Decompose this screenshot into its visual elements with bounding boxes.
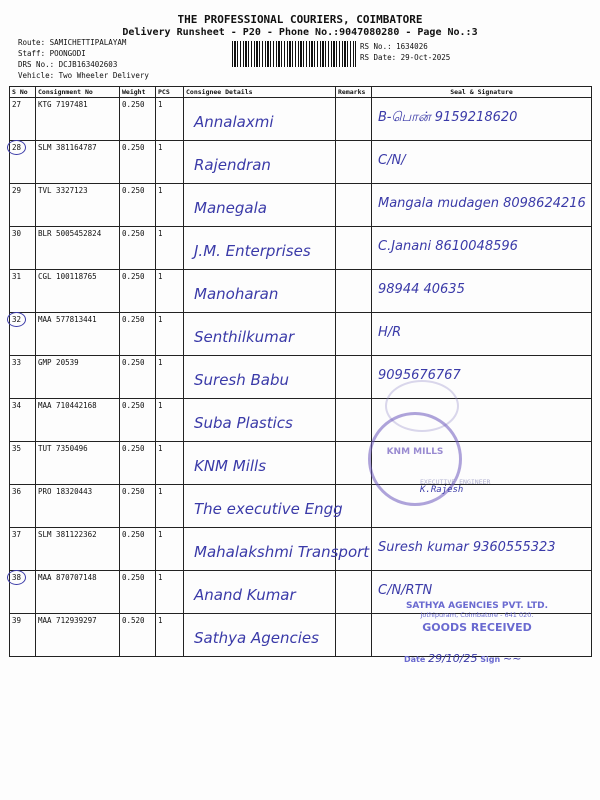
serial-number-value: 37 <box>12 530 22 539</box>
signature-text: C/N/ <box>378 153 406 168</box>
remarks-cell <box>336 571 372 614</box>
serial-number-cell <box>10 313 36 356</box>
consignee-details-cell <box>184 227 336 270</box>
pieces-value: 1 <box>158 100 163 109</box>
weight-value: 0.250 <box>122 530 145 539</box>
consignment-number-value: MAA 577813441 <box>38 315 97 324</box>
serial-number-value: 35 <box>12 444 22 453</box>
consignee-name: Mahalakshmi Transport <box>194 543 370 561</box>
signature-text: Suresh kumar 9360555323 <box>378 540 556 555</box>
pieces-value: 1 <box>158 616 163 625</box>
serial-number-cell <box>10 184 36 227</box>
seal-signature-cell <box>372 98 592 141</box>
remarks-cell <box>336 313 372 356</box>
pieces-value: 1 <box>158 530 163 539</box>
table-row <box>10 184 592 227</box>
table-row <box>10 442 592 485</box>
consignment-number-cell <box>36 399 120 442</box>
consignment-number-cell <box>36 270 120 313</box>
consignee-name: Rajendran <box>194 156 271 174</box>
consignment-number-value: CGL 100118765 <box>38 272 97 281</box>
consignee-details-cell <box>184 184 336 227</box>
consignment-number-cell <box>36 227 120 270</box>
table-row <box>10 141 592 184</box>
consignment-number-cell <box>36 356 120 399</box>
serial-number-value: 38 <box>12 573 22 582</box>
table-row <box>10 485 592 528</box>
consignment-number-cell <box>36 485 120 528</box>
consignee-name: Suba Plastics <box>194 414 293 432</box>
weight-value: 0.250 <box>122 401 145 410</box>
consignment-number-value: TUT 7350496 <box>38 444 88 453</box>
consignment-number-cell <box>36 141 120 184</box>
pieces-value: 1 <box>158 487 163 496</box>
consignee-name: Anand Kumar <box>194 586 296 604</box>
signature-text: C.Janani 8610048596 <box>378 239 518 254</box>
serial-number-cell <box>10 485 36 528</box>
consignee-details-cell <box>184 313 336 356</box>
remarks-cell <box>336 442 372 485</box>
serial-number-value: 30 <box>12 229 22 238</box>
consignment-number-value: MAA 710442168 <box>38 401 97 410</box>
pieces-value: 1 <box>158 401 163 410</box>
circle-mark <box>7 570 26 585</box>
pieces-cell <box>156 528 184 571</box>
consignee-details-cell <box>184 528 370 571</box>
consignment-number-cell <box>36 313 120 356</box>
consignment-number-cell <box>36 98 120 141</box>
weight-cell <box>120 356 156 399</box>
consignment-number-value: PRO 18320443 <box>38 487 93 496</box>
serial-number-cell <box>10 270 36 313</box>
consignment-number-value: MAA 870707148 <box>38 573 97 582</box>
pieces-value: 1 <box>158 573 163 582</box>
serial-number-value: 28 <box>12 143 22 152</box>
serial-number-cell <box>10 571 36 614</box>
weight-value: 0.250 <box>122 444 145 453</box>
pieces-cell <box>156 442 184 485</box>
seal-signature-cell <box>372 528 592 571</box>
consignment-number-value: KTG 7197481 <box>38 100 88 109</box>
consignment-number-value: GMP 20539 <box>38 358 79 367</box>
serial-number-value: 27 <box>12 100 22 109</box>
runsheet-subtitle: Delivery Runsheet - P20 - Phone No.:9047080280 - Page No.:3 <box>122 27 478 38</box>
weight-cell <box>120 442 156 485</box>
serial-number-cell <box>10 98 36 141</box>
weight-value: 0.250 <box>122 143 145 152</box>
weight-value: 0.250 <box>122 573 145 582</box>
column-header: Consignee Details <box>184 87 336 98</box>
weight-value: 0.250 <box>122 315 145 324</box>
weight-cell <box>120 141 156 184</box>
consignee-details-cell <box>184 571 336 614</box>
barcode <box>232 41 356 67</box>
serial-number-value: 32 <box>12 315 22 324</box>
table-row <box>10 356 592 399</box>
consignee-details-cell <box>184 270 336 313</box>
consignee-details-cell <box>184 356 336 399</box>
table-row <box>10 98 592 141</box>
consignee-details-cell <box>184 98 336 141</box>
executive-engineer-stamp: EXECUTIVE ENGINEER K.Rajesh <box>420 478 491 495</box>
consignee-name: Manegala <box>194 199 267 217</box>
remarks-cell <box>336 227 372 270</box>
serial-number-cell <box>10 356 36 399</box>
pieces-cell <box>156 227 184 270</box>
signature-text: 9095676767 <box>378 368 461 383</box>
knm-round-stamp: KNM MILLS <box>368 412 462 506</box>
signature-text: C/N/RTN <box>378 583 433 598</box>
consignee-details-cell <box>184 399 336 442</box>
consignment-number-cell <box>36 614 120 657</box>
signature-text: B-பொன் 9159218620 <box>378 110 518 125</box>
pieces-value: 1 <box>158 143 163 152</box>
table-header-row <box>10 87 592 98</box>
consignee-name: Manoharan <box>194 285 279 303</box>
remarks-cell <box>336 184 372 227</box>
weight-cell <box>120 399 156 442</box>
column-header: Seal & Signature <box>372 87 592 98</box>
table-row <box>10 528 592 571</box>
signature-text: 98944 40635 <box>378 282 465 297</box>
consignee-name: Sathya Agencies <box>194 629 319 647</box>
consignee-details-cell <box>184 141 336 184</box>
seal-signature-cell <box>372 227 592 270</box>
table-row <box>10 313 592 356</box>
weight-cell <box>120 528 156 571</box>
pieces-cell <box>156 98 184 141</box>
route-line: Route: SAMICHETTIPALAYAM <box>18 38 127 47</box>
goods-received-stamp: SATHYA AGENCIES PVT. LTD. Jothipuram, Coimbatore - 641 020. GOODS RECEIVED <box>405 601 549 634</box>
serial-number-cell <box>10 614 36 657</box>
pieces-cell <box>156 356 184 399</box>
pieces-cell <box>156 571 184 614</box>
serial-number-cell <box>10 141 36 184</box>
consignee-name: Suresh Babu <box>194 371 290 389</box>
remarks-cell <box>336 356 372 399</box>
weight-cell <box>120 614 156 657</box>
pieces-cell <box>156 270 184 313</box>
consignment-number-value: SLM 381164787 <box>38 143 97 152</box>
serial-number-cell <box>10 442 36 485</box>
consignee-details-cell <box>184 442 336 485</box>
weight-value: 0.250 <box>122 229 145 238</box>
rs-date: RS Date: 29-Oct-2025 <box>360 53 451 62</box>
remarks-cell <box>336 270 372 313</box>
remarks-cell <box>336 399 372 442</box>
pieces-value: 1 <box>158 229 163 238</box>
weight-cell <box>120 571 156 614</box>
pieces-value: 1 <box>158 315 163 324</box>
seal-signature-cell <box>372 141 592 184</box>
consignment-number-value: TVL 3327123 <box>38 186 88 195</box>
pieces-value: 1 <box>158 272 163 281</box>
consignee-details-cell <box>184 614 336 657</box>
consignment-number-value: SLM 381122362 <box>38 530 97 539</box>
consignee-name: KNM Mills <box>194 457 267 475</box>
rs-number: RS No.: 1634026 <box>360 42 428 51</box>
pieces-value: 1 <box>158 186 163 195</box>
consignee-name: Annalaxmi <box>194 113 274 131</box>
weight-value: 0.250 <box>122 100 145 109</box>
signature-text: H/R <box>378 325 402 340</box>
table-row <box>10 227 592 270</box>
pieces-cell <box>156 614 184 657</box>
consignment-number-cell <box>36 184 120 227</box>
consignee-name: Senthilkumar <box>194 328 295 346</box>
serial-number-cell <box>10 227 36 270</box>
table-row <box>10 270 592 313</box>
remarks-cell <box>336 485 372 528</box>
consignment-number-value: MAA 712939297 <box>38 616 97 625</box>
remarks-cell <box>336 528 372 571</box>
weight-cell <box>120 98 156 141</box>
pieces-cell <box>156 399 184 442</box>
consignee-name: The executive Engg <box>194 500 343 518</box>
column-header: Consignment No <box>36 87 120 98</box>
consignment-number-cell <box>36 571 120 614</box>
serial-number-value: 29 <box>12 186 22 195</box>
pieces-cell <box>156 313 184 356</box>
consignee-details-cell <box>184 485 343 528</box>
remarks-cell <box>336 614 372 657</box>
circle-mark <box>7 140 26 155</box>
consignment-number-cell <box>36 528 120 571</box>
weight-cell <box>120 313 156 356</box>
remarks-cell <box>336 98 372 141</box>
vehicle-line: Vehicle: Two Wheeler Delivery <box>18 71 149 80</box>
consignee-name: J.M. Enterprises <box>194 242 311 260</box>
serial-number-value: 39 <box>12 616 22 625</box>
serial-number-value: 36 <box>12 487 22 496</box>
date-sign-line: Date 29/10/25 Sign ~~ <box>404 652 522 665</box>
table-row <box>10 399 592 442</box>
column-header: S No <box>10 87 36 98</box>
seal-signature-cell <box>372 184 592 227</box>
runsheet-table <box>9 86 592 657</box>
serial-number-value: 33 <box>12 358 22 367</box>
weight-value: 0.250 <box>122 186 145 195</box>
circle-mark <box>7 312 26 327</box>
consignment-number-cell <box>36 442 120 485</box>
serial-number-value: 34 <box>12 401 22 410</box>
weight-cell <box>120 485 156 528</box>
serial-number-cell <box>10 399 36 442</box>
serial-number-value: 31 <box>12 272 22 281</box>
remarks-cell <box>336 141 372 184</box>
weight-value: 0.520 <box>122 616 145 625</box>
staff-line: Staff: POONGODI <box>18 49 86 58</box>
weight-value: 0.250 <box>122 272 145 281</box>
pieces-value: 1 <box>158 358 163 367</box>
drs-line: DRS No.: DCJB163402603 <box>18 60 118 69</box>
pieces-value: 1 <box>158 444 163 453</box>
column-header: Weight <box>120 87 156 98</box>
weight-cell <box>120 184 156 227</box>
column-header: PCS <box>156 87 184 98</box>
pieces-cell <box>156 485 184 528</box>
pieces-cell <box>156 141 184 184</box>
consignment-number-value: BLR 5005452824 <box>38 229 102 238</box>
serial-number-cell <box>10 528 36 571</box>
seal-signature-cell <box>372 313 592 356</box>
seal-signature-cell <box>372 270 592 313</box>
weight-value: 0.250 <box>122 487 145 496</box>
weight-value: 0.250 <box>122 358 145 367</box>
weight-cell <box>120 270 156 313</box>
column-header: Remarks <box>336 87 372 98</box>
signature-text: Mangala mudagen 8098624216 <box>378 196 586 211</box>
pieces-cell <box>156 184 184 227</box>
weight-cell <box>120 227 156 270</box>
runsheet-title: THE PROFESSIONAL COURIERS, COIMBATORE <box>177 13 423 26</box>
